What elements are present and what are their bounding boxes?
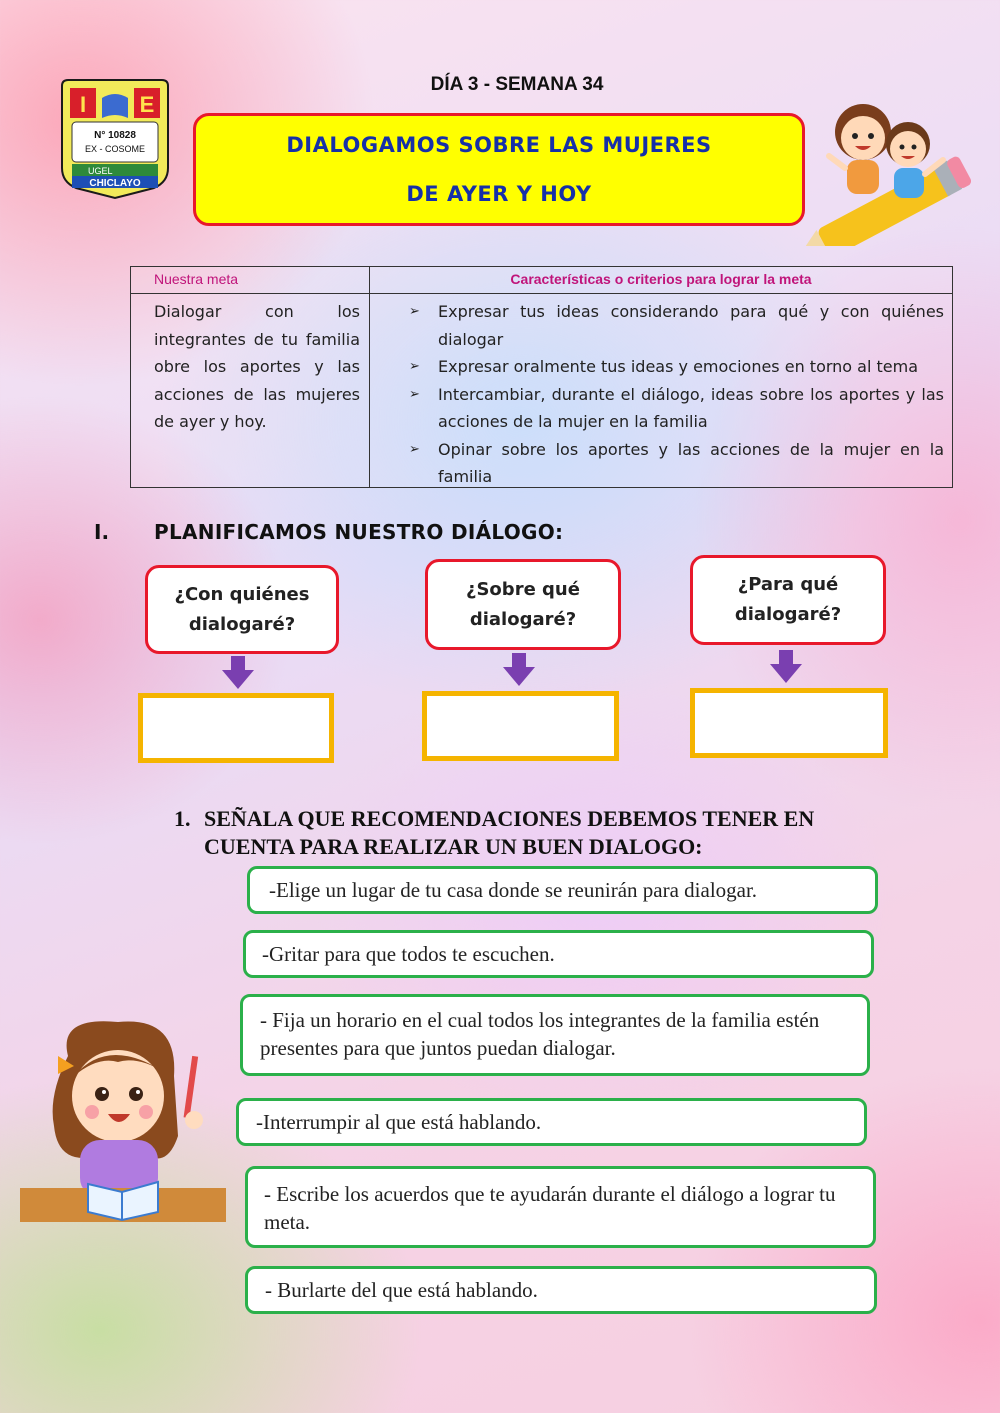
down-arrow-icon: [501, 653, 537, 687]
goal-text: Dialogar con los integrantes de tu familia obre los aportes y las acciones de las mujeres de ayer y hoy.: [154, 302, 360, 431]
criteria-item: ➢ Opinar sobre los aportes y las acciones de la mujer en la familia: [409, 436, 944, 491]
arrow-bullet-icon: ➢: [409, 304, 420, 319]
kids-on-pencil-illustration: [793, 86, 971, 246]
school-logo: [58, 76, 172, 200]
question-box-about-what: ¿Sobre qué dialogaré?: [425, 559, 621, 650]
logo-letter-i: I: [79, 92, 87, 117]
answer-box-with-whom[interactable]: [138, 693, 334, 763]
logo-school-name: EX - COSOME: [84, 144, 146, 154]
logo-ugel: UGEL: [88, 166, 113, 176]
criteria-item: ➢ Expresar oralmente tus ideas y emociones en torno al tema: [409, 353, 944, 381]
section-title: PLANIFICAMOS NUESTRO DIÁLOGO:: [154, 520, 564, 544]
option-write-agreements[interactable]: - Escribe los acuerdos que te ayudarán durante el diálogo a lograr tu meta.: [245, 1166, 876, 1248]
logo-letter-e: E: [139, 92, 155, 117]
option-set-schedule[interactable]: - Fija un horario en el cual todos los integrantes de la familia estén presentes para que juntos puedan dialogar.: [240, 994, 870, 1076]
arrow-bullet-icon: ➢: [409, 386, 420, 402]
option-choose-place[interactable]: -Elige un lugar de tu casa donde se reunirán para dialogar.: [247, 866, 878, 914]
criteria-item: ➢ Intercambiar, durante el diálogo, ideas sobre los aportes y las acciones de la mujer en la familia: [409, 381, 944, 436]
question-number: 1.: [174, 806, 191, 831]
logo-school-number: N° 10828: [94, 130, 136, 141]
title-line-1: DIALOGAMOS SOBRE LAS MUJERES: [286, 133, 712, 157]
down-arrow-icon: [220, 656, 256, 690]
title-line-2: DE AYER Y HOY: [406, 182, 592, 206]
arrow-bullet-icon: ➢: [409, 441, 420, 457]
option-interrupt[interactable]: -Interrumpir al que está hablando.: [236, 1098, 867, 1146]
answer-box-about-what[interactable]: [422, 691, 619, 761]
table-header-goal: Nuestra meta: [154, 271, 239, 287]
day-week-label: DÍA 3 - SEMANA 34: [430, 74, 604, 95]
recommendations-question: [174, 805, 894, 861]
criteria-list: [409, 298, 944, 491]
title-banner: [193, 113, 805, 226]
question-text: SEÑALA QUE RECOMENDACIONES DEBEMOS TENER EN CUENTA PARA REALIZAR UN BUEN DIALOGO:: [204, 806, 815, 859]
option-shout[interactable]: -Gritar para que todos te escuchen.: [243, 930, 874, 978]
arrow-bullet-icon: ➢: [409, 359, 420, 374]
option-mock[interactable]: - Burlarte del que está hablando.: [245, 1266, 877, 1314]
goal-criteria-table: [130, 266, 953, 488]
logo-city: CHICLAYO: [89, 178, 141, 189]
answer-box-what-for[interactable]: [690, 688, 888, 758]
criteria-item: ➢ Expresar tus ideas considerando para qué y con quiénes dialogar: [409, 298, 944, 353]
girl-reading-illustration: [18, 1016, 228, 1226]
question-box-what-for: ¿Para qué dialogaré?: [690, 555, 886, 645]
table-header-criteria: Características o criterios para lograr la meta: [510, 271, 812, 287]
section-number: I.: [94, 520, 110, 544]
down-arrow-icon: [768, 650, 804, 684]
question-box-with-whom: ¿Con quiénes dialogaré?: [145, 565, 339, 654]
